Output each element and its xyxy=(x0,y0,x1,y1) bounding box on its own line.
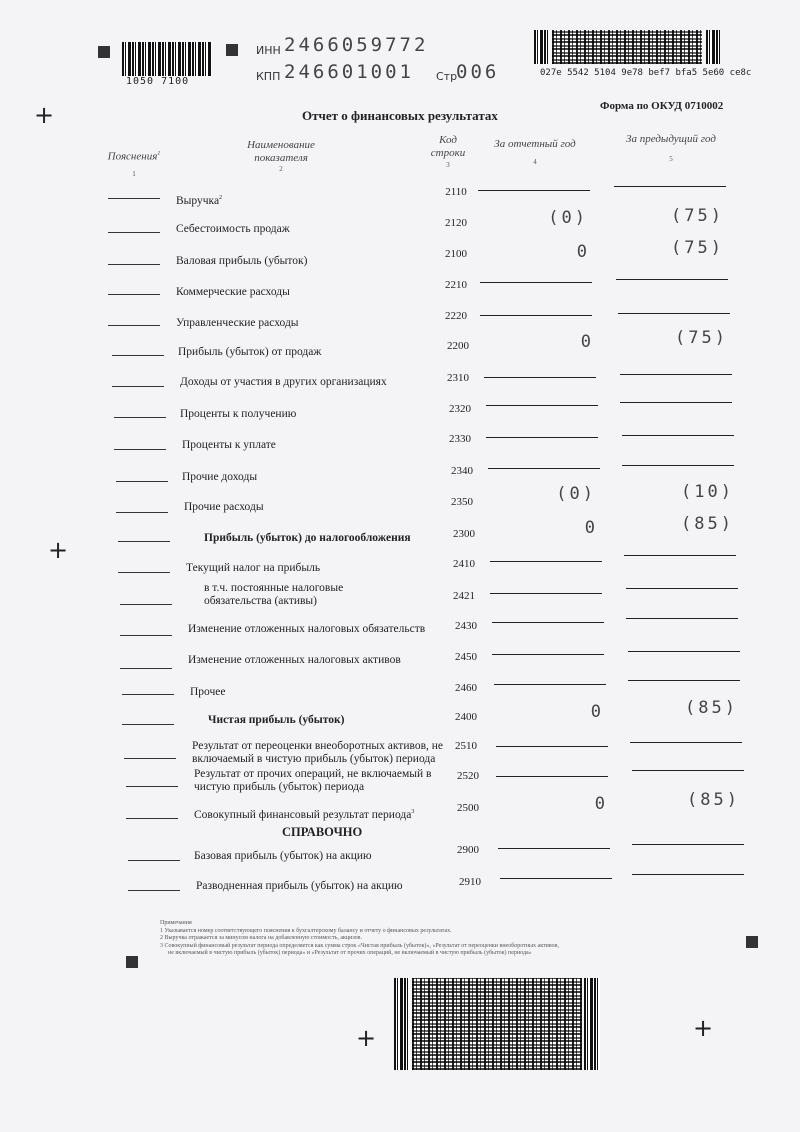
row-code: 2340 xyxy=(451,465,473,477)
row-label: Базовая прибыль (убыток) на акцию xyxy=(194,850,372,862)
table-row xyxy=(0,642,800,676)
table-row xyxy=(0,422,800,456)
current-value: (0) xyxy=(556,484,596,504)
previous-value-field xyxy=(626,618,738,619)
previous-value: (85) xyxy=(681,514,734,534)
inn-label: ИНН xyxy=(256,44,281,57)
row-code: 2910 xyxy=(459,876,481,888)
row-code: 2110 xyxy=(445,186,467,198)
form-code: Форма по ОКУД 0710002 xyxy=(600,100,724,112)
barcode-number: 1050 7100 xyxy=(126,76,190,87)
table-row xyxy=(0,208,800,242)
row-code: 2120 xyxy=(445,217,467,229)
table-row xyxy=(0,516,800,550)
table-row xyxy=(0,698,800,736)
col-previous-num: 5 xyxy=(669,155,673,163)
current-value: 0 xyxy=(594,794,608,814)
current-value-field xyxy=(492,622,604,623)
footnotes: Примечания 1 Указывается номер соответствующего пояснения к бухгалтерскому балансу и отчету о финансовых результатах. 2 Выручка отражается за минусом налога на добавленную стоимость, акцизов. 3 Совокупный финансовый результат периода определяется как сумма строк «Чистая прибыль (убыток)», «Результат от переоценки внеоборотных активов, не включаемый в чистую прибыль (убыток) периода» и «Результат от прочих операций, не включаемый в чистую прибыль (убыток) периода» xyxy=(160,920,560,956)
current-value-field xyxy=(500,878,612,879)
notes-field xyxy=(120,668,172,669)
row-label: Прочее xyxy=(190,686,226,698)
row-label: Чистая прибыль (убыток) xyxy=(208,714,345,726)
current-value-field xyxy=(490,593,602,594)
row-label: Проценты к уплате xyxy=(182,439,276,451)
row-label: Прочие доходы xyxy=(182,471,258,483)
kpp-value: 246601001 xyxy=(284,61,414,83)
row-code: 2500 xyxy=(457,802,479,814)
registration-mark xyxy=(98,46,110,58)
crosshair-mark: + xyxy=(34,101,55,129)
previous-value: (75) xyxy=(671,206,724,226)
notes-field xyxy=(128,860,180,861)
reference-heading: СПРАВОЧНО xyxy=(282,825,363,839)
notes-field xyxy=(126,786,178,787)
row-label: Разводненная прибыль (убыток) на акцию xyxy=(196,880,403,892)
crosshair-mark: + xyxy=(693,1014,714,1042)
row-code: 2430 xyxy=(455,620,477,632)
row-label: Результат от прочих операций, не включаемый в чистую прибыль (убыток) периода xyxy=(194,768,432,793)
row-code: 2421 xyxy=(453,590,475,602)
table-row xyxy=(0,578,800,612)
table-row xyxy=(0,360,800,394)
previous-value-field xyxy=(622,465,734,466)
table-row xyxy=(0,736,800,770)
previous-value-field xyxy=(628,680,740,681)
previous-value: (75) xyxy=(671,238,724,258)
current-value: 0 xyxy=(580,332,594,352)
table-row xyxy=(0,270,800,304)
previous-value-field xyxy=(620,374,732,375)
previous-value-field xyxy=(622,435,734,436)
col-code-num: 3 xyxy=(446,161,450,169)
2d-barcode xyxy=(552,30,702,64)
row-label: Изменение отложенных налоговых активов xyxy=(188,654,401,666)
current-value-field xyxy=(498,848,610,849)
registration-mark xyxy=(126,956,138,968)
col-name-num: 2 xyxy=(279,165,283,173)
current-value-field xyxy=(486,405,598,406)
row-code: 2460 xyxy=(455,682,477,694)
row-label: Результат от переоценки внеоборотных активов, не включаемый в чистую прибыль (убыток) периода xyxy=(192,740,444,765)
notes-field xyxy=(124,758,176,759)
row-label: Доходы от участия в других организациях xyxy=(180,376,387,388)
notes-field xyxy=(128,890,180,891)
current-value: 0 xyxy=(576,242,590,262)
row-code: 2510 xyxy=(455,740,477,752)
col-code-header: Код строки xyxy=(430,134,466,159)
row-code: 2210 xyxy=(445,279,467,291)
col-previous-header: За предыдущий год xyxy=(626,133,716,145)
notes-field xyxy=(108,294,160,295)
previous-value-field xyxy=(628,651,740,652)
barcode xyxy=(534,30,548,64)
row-label: Прибыль (убыток) до налогообложения xyxy=(204,532,411,544)
row-label: Изменение отложенных налоговых обязательств xyxy=(188,623,426,635)
table-row xyxy=(0,790,800,830)
notes-field xyxy=(122,724,174,725)
row-code: 2900 xyxy=(457,844,479,856)
row-label: Прибыль (убыток) от продаж xyxy=(178,346,322,358)
previous-value-field xyxy=(624,555,736,556)
barcode xyxy=(584,978,600,1070)
row-code: 2400 xyxy=(455,711,477,723)
barcode xyxy=(122,42,212,76)
notes-field xyxy=(112,386,164,387)
current-value-field xyxy=(480,315,592,316)
table-row xyxy=(0,548,800,582)
notes-field xyxy=(108,232,160,233)
notes-field xyxy=(126,818,178,819)
barcode-text: 027e 5542 5104 9e78 bef7 bfa5 5e60 ce8c xyxy=(540,68,752,78)
row-label: Текущий налог на прибыль xyxy=(186,562,321,574)
row-code: 2330 xyxy=(449,433,471,445)
previous-value: (10) xyxy=(681,482,734,502)
notes-field xyxy=(120,635,172,636)
notes-field xyxy=(118,572,170,573)
notes-field xyxy=(108,198,160,199)
notes-field xyxy=(114,417,166,418)
notes-field xyxy=(108,264,160,265)
row-code: 2410 xyxy=(453,558,475,570)
table-row xyxy=(0,240,800,274)
row-label: Себестоимость продаж xyxy=(176,223,290,235)
registration-mark xyxy=(746,936,758,948)
row-label: Проценты к получению xyxy=(180,408,297,420)
notes-field xyxy=(116,481,168,482)
previous-value-field xyxy=(614,186,726,187)
notes-field xyxy=(112,355,164,356)
current-value-field xyxy=(480,282,592,283)
page-number: 006 xyxy=(456,61,500,83)
row-label: в т.ч. постоянные налоговые обязательства (активы) xyxy=(204,582,344,607)
crosshair-mark: + xyxy=(48,536,69,564)
current-value: 0 xyxy=(584,518,598,538)
current-value-field xyxy=(484,377,596,378)
table-row xyxy=(0,840,800,874)
table-row xyxy=(0,484,800,518)
row-label: Коммерческие расходы xyxy=(176,286,290,298)
table-row xyxy=(0,610,800,644)
current-value-field xyxy=(486,437,598,438)
previous-value: (85) xyxy=(687,790,740,810)
inn-value: 2466059772 xyxy=(284,34,429,56)
notes-field xyxy=(118,541,170,542)
col-name-header: Наименование показателя xyxy=(247,139,315,164)
current-value-field xyxy=(490,561,602,562)
barcode xyxy=(394,978,410,1070)
row-code: 2200 xyxy=(447,340,469,352)
table-row xyxy=(0,392,800,426)
col-notes-header: Пояснения$^1$ xyxy=(107,150,161,163)
barcode xyxy=(706,30,720,64)
crosshair-mark: + xyxy=(356,1024,377,1052)
previous-value-field xyxy=(630,742,742,743)
report-title: Отчет о финансовых результатах xyxy=(302,108,498,123)
row-code: 2520 xyxy=(457,770,479,782)
notes-field xyxy=(122,694,174,695)
row-label: Прочие расходы xyxy=(184,501,264,513)
previous-value-field xyxy=(632,874,744,875)
current-value: (0) xyxy=(548,208,588,228)
current-value-field xyxy=(496,776,608,777)
registration-mark xyxy=(226,44,238,56)
previous-value-field xyxy=(626,588,738,589)
previous-value-field xyxy=(616,279,728,280)
row-code: 2350 xyxy=(451,496,473,508)
notes-field xyxy=(120,604,172,605)
notes-field xyxy=(116,512,168,513)
previous-value-field xyxy=(618,313,730,314)
row-label: Совокупный финансовый результат периода$^3$ xyxy=(194,808,415,821)
row-code: 2100 xyxy=(445,248,467,260)
row-code: 2310 xyxy=(447,372,469,384)
col-current-header: За отчетный год xyxy=(494,138,576,150)
previous-value-field xyxy=(632,844,744,845)
row-label: Валовая прибыль (убыток) xyxy=(176,255,308,267)
row-label: Управленческие расходы xyxy=(176,317,299,329)
current-value-field xyxy=(494,684,606,685)
current-value-field xyxy=(492,654,604,655)
notes-field xyxy=(114,449,166,450)
previous-value: (75) xyxy=(675,328,728,348)
previous-value-field xyxy=(620,402,732,403)
row-code: 2320 xyxy=(449,403,471,415)
current-value-field xyxy=(478,190,590,191)
col-current-num: 4 xyxy=(533,158,537,166)
page-label: Стр xyxy=(436,70,458,83)
current-value: 0 xyxy=(590,702,604,722)
current-value-field xyxy=(488,468,600,469)
2d-barcode xyxy=(412,978,582,1070)
row-code: 2300 xyxy=(453,528,475,540)
col-notes-num: 1 xyxy=(132,170,136,178)
kpp-label: КПП xyxy=(256,70,281,83)
table-row xyxy=(0,870,800,904)
notes-field xyxy=(108,325,160,326)
current-value-field xyxy=(496,746,608,747)
previous-value: (85) xyxy=(685,698,738,718)
row-label: Выручка$^2$ xyxy=(176,194,223,207)
previous-value-field xyxy=(632,770,744,771)
row-code: 2450 xyxy=(455,651,477,663)
table-row xyxy=(0,330,800,364)
row-code: 2220 xyxy=(445,310,467,322)
